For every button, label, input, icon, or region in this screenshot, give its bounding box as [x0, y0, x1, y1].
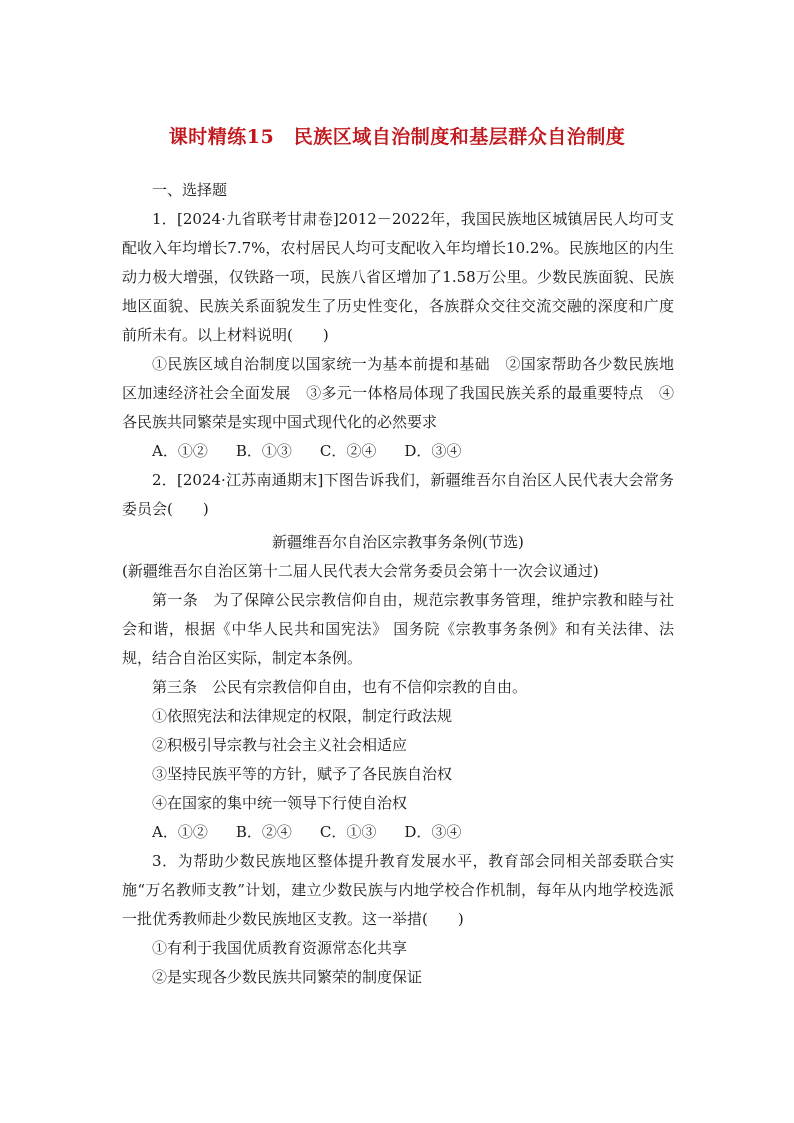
question-3-stem: 3．为帮助少数民族地区整体提升教育发展水平，教育部会同相关部委联合实施“万名教师支教”计划，建立少数民族与内地学校合作机制，每年从内地学校选派一批优秀教师赴少数民族地区支教。这一举措( ): [122, 852, 674, 928]
statement-3: ③坚持民族平等的方针，赋予了各民族自治权: [152, 765, 453, 783]
question-1-options: [122, 437, 674, 466]
question-2-options: [122, 818, 674, 847]
question-3: [122, 847, 674, 992]
section-heading: 一、选择题: [152, 181, 228, 199]
question-1-stem: 1．[2024·九省联考甘肃卷]2012－2022年，我国民族地区城镇居民人均可支配收入年均增长7.7%，农村居民人均可支配收入年均增长10.2%。民族地区的内生动力极大增强，仅铁路一项，民族八省区增加了1.58万公里。少数民族面貌、民族地区面貌、民族关系面貌发生了历史性变化，各族群众交往交流交融的深度和广度前所未有。以上材料说明( ): [122, 210, 674, 344]
article-3: 第三条 公民有宗教信仰自由，也有不信仰宗教的自由。: [152, 678, 528, 696]
statement-1: ①依照宪法和法律规定的权限，制定行政法规: [152, 707, 453, 725]
page-title: 课时精练15 民族区域自治制度和基层群众自治制度: [168, 126, 626, 148]
question-1-statements: ①民族区域自治制度以国家统一为基本前提和基础 ②国家帮助各少数民族地区加速经济社会全面发展 ③多元一体格局体现了我国民族关系的最重要特点 ④各民族共同繁荣是实现中国式现代化的必然要求: [122, 355, 674, 431]
statement-2: ②是实现各少数民族共同繁荣的制度保证: [152, 968, 423, 986]
option-d[interactable]: D．③④: [404, 442, 462, 460]
option-b[interactable]: B．①③: [235, 442, 292, 460]
option-d[interactable]: D．③④: [404, 823, 462, 841]
option-c[interactable]: C．②④: [319, 442, 377, 460]
figure-title: 新疆维吾尔自治区宗教事务条例(节选): [272, 533, 524, 551]
document-body: [122, 176, 674, 992]
figure-subtitle: (新疆维吾尔自治区第十二届人民代表大会常务委员会第十一次会议通过): [122, 562, 599, 580]
question-2: [122, 466, 674, 847]
option-b[interactable]: B．②④: [235, 823, 292, 841]
option-c[interactable]: C．①③: [319, 823, 377, 841]
option-a[interactable]: A．①②: [152, 442, 208, 460]
statement-4: ④在国家的集中统一领导下行使自治权: [152, 794, 408, 812]
question-1: [122, 205, 674, 466]
question-2-stem: 2．[2024·江苏南通期末]下图告诉我们，新疆维吾尔自治区人民代表大会常务委员会( ): [122, 471, 674, 518]
article-1: 第一条 为了保障公民宗教信仰自由，规范宗教事务管理，维护宗教和睦与社会和谐，根据《中华人民共和国宪法》 国务院《宗教事务条例》和有关法律、法规，结合自治区实际，制定本条例。: [122, 591, 674, 667]
option-a[interactable]: A．①②: [152, 823, 208, 841]
statement-1: ①有利于我国优质教育资源常态化共享: [152, 939, 408, 957]
statement-2: ②积极引导宗教与社会主义社会相适应: [152, 736, 408, 754]
